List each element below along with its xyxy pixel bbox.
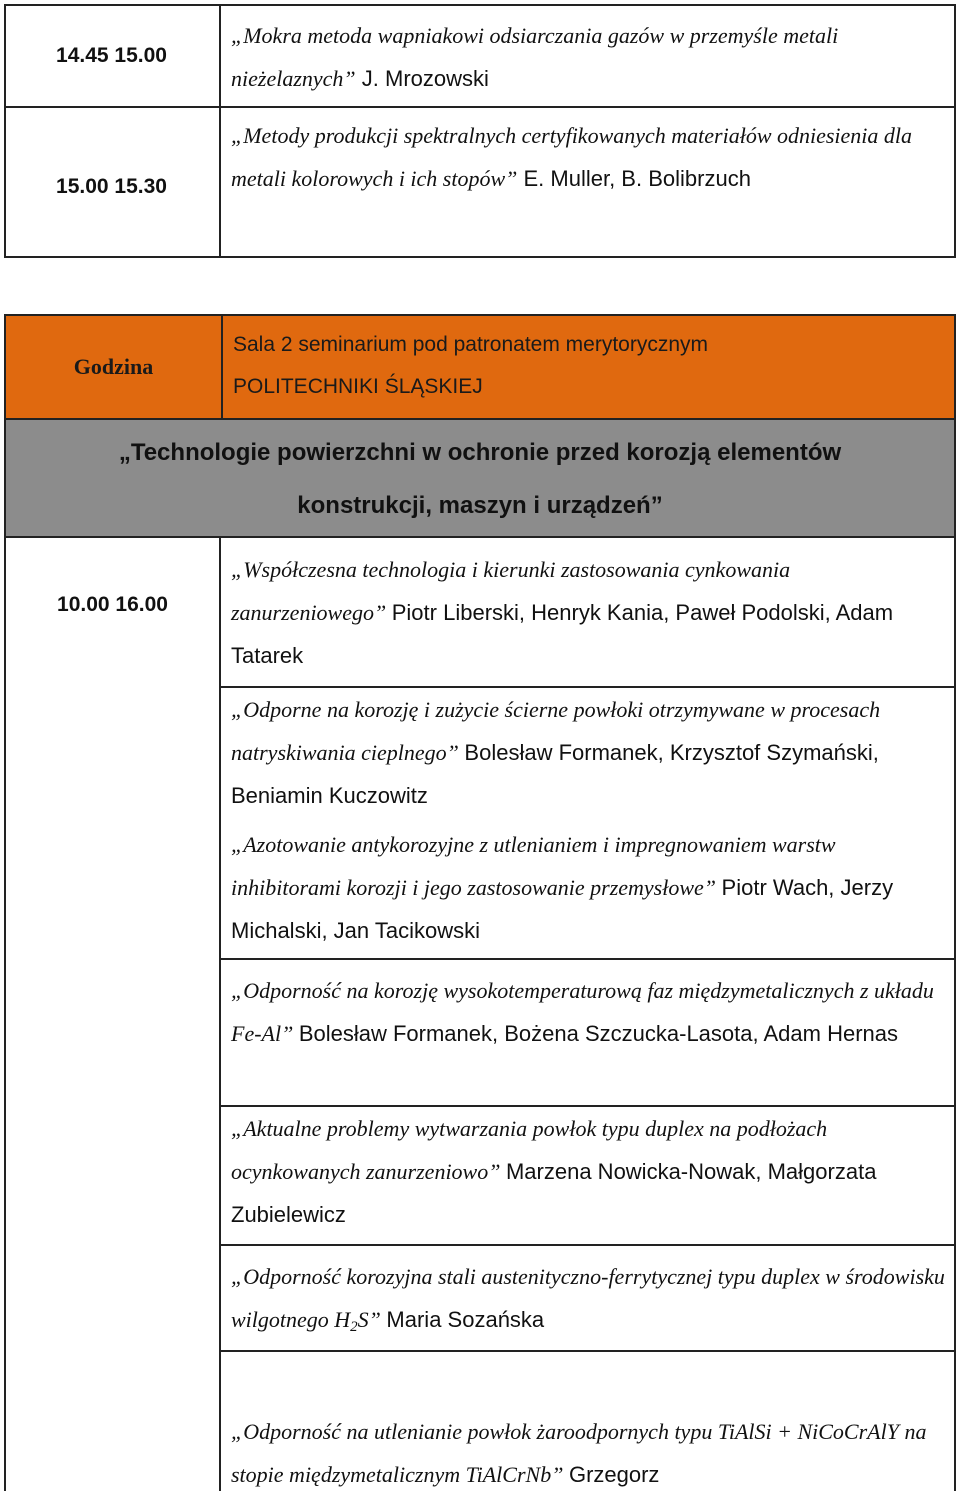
talk-title-end: S”: [357, 1307, 381, 1332]
room-line-2: POLITECHNIKI ŚLĄSKIEJ: [233, 375, 483, 398]
talk-6: [4, 1246, 956, 1350]
talk-title-subscript: 2: [350, 1319, 358, 1335]
session-theme: [4, 420, 956, 538]
theme-line-2: konstrukcji, maszyn i urządzeń”: [297, 492, 663, 519]
session-time: 10.00 16.00: [57, 593, 168, 616]
theme-line-1: „Technologie powierzchni w ochronie przed korozją elementów: [118, 439, 842, 466]
row-time: 15.00 15.30: [4, 108, 221, 258]
session-header: [4, 314, 956, 420]
talk-title: „Odporność korozyjna stali austenityczno-ferrytycznej typu duplex w środowisku wilgotnego H: [231, 1264, 945, 1332]
talk-authors: E. Muller, B. Bolibrzuch: [517, 166, 751, 191]
talk-authors: Piotr Wach, Jerzy Michalski, Jan Tacikowski: [231, 875, 894, 943]
room-line-1: Sala 2 seminarium pod patronatem merytorycznym: [233, 333, 709, 356]
hour-label: Godzina: [6, 316, 223, 418]
talk-authors: Piotr Liberski, Henryk Kania, Paweł Podolski, Adam Tatarek: [231, 600, 894, 668]
talk-2: [4, 688, 956, 823]
talk-5: [4, 1107, 956, 1244]
row-time: 14.45 15.00: [4, 4, 221, 108]
agenda-row-2: [4, 108, 956, 258]
talk-title: „Odporność na utlenianie powłok żaroodpornych typu TiAlSi + NiCoCrAlY na stopie międzymetalicznym TiAlCrNb”: [231, 1419, 927, 1487]
talk-authors: Bolesław Formanek, Bożena Szczucka-Lasota, Adam Hernas: [298, 1021, 899, 1046]
agenda-row-1: [4, 4, 956, 108]
talk-title: „Mokra metoda wapniakowi odsiarczania gazów w przemyśle metali nieżelaznych”: [231, 23, 839, 91]
talk-4: [4, 960, 956, 1105]
talk-title: „Odporność na korozję wysokotemperaturową faz międzymetalicznych z układu Fe-Al”: [231, 978, 934, 1046]
talk-7: [4, 1352, 956, 1491]
talk-authors: Bolesław Formanek, Krzysztof Szymański, Beniamin Kuczowitz: [231, 740, 879, 808]
talk-authors: Grzegorz: [568, 1462, 660, 1487]
talk-title: „Współczesna technologia i kierunki zastosowania cynkowania zanurzeniowego”: [231, 557, 791, 625]
room-info: [223, 316, 954, 418]
talk-authors: Maria Sozańska: [386, 1307, 545, 1332]
talk-title: „Azotowanie antykorozyjne z utlenianiem i impregnowaniem warstw inhibitorami korozji i jego zastosowanie przemysłowe”: [231, 832, 836, 900]
talk-authors: J. Mrozowski: [355, 66, 489, 91]
talk-title: „Metody produkcji spektralnych certyfikowanych materiałów odniesienia dla metali kolorowych i ich stopów”: [231, 123, 913, 191]
talk-title: „Odporne na korozję i zużycie ścierne powłoki otrzymywane w procesach natryskiwania cieplnego”: [231, 697, 881, 765]
talk-3: [4, 823, 956, 958]
talk-1: [4, 538, 956, 688]
row-content: [221, 108, 956, 258]
talk-authors: Marzena Nowicka-Nowak, Małgorzata Zubielewicz: [231, 1159, 877, 1227]
talk-title: „Aktualne problemy wytwarzania powłok typu duplex na podłożach ocynkowanych zanurzeniowo”: [231, 1116, 828, 1184]
row-content: [221, 4, 956, 108]
